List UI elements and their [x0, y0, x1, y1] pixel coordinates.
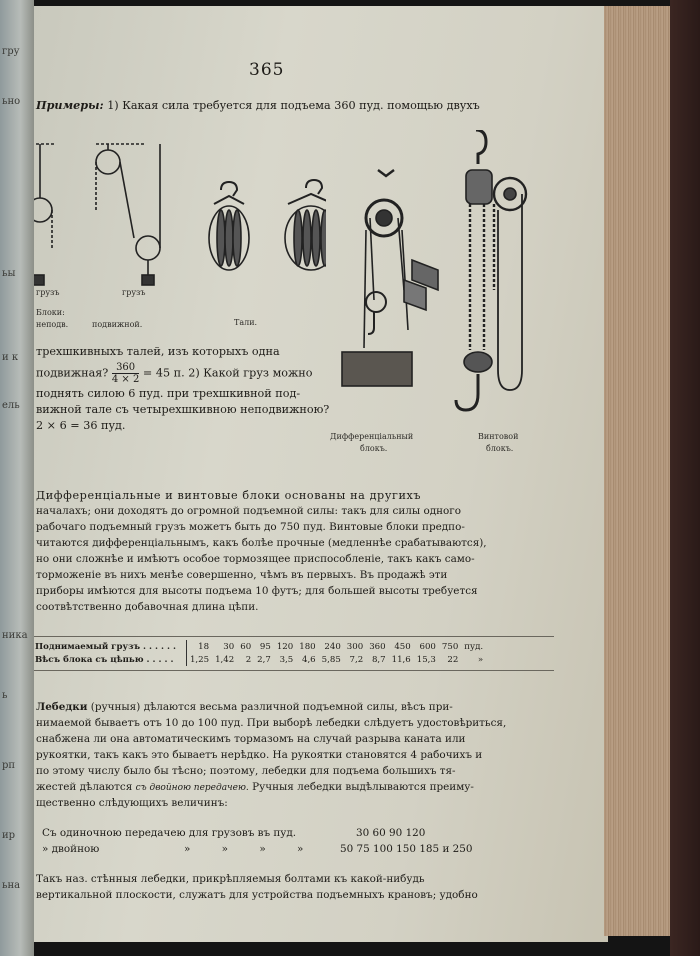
fraction — [112, 362, 139, 385]
table-cell: 95 — [259, 641, 271, 652]
examples-line-1 — [36, 98, 480, 113]
table-cell: 30 — [223, 641, 235, 652]
caption-vint-1: Винтовой — [478, 432, 519, 441]
paragraph-3-line-2: вертикальной плоскости, служатъ для устройства подъемныхъ крановъ; удобно — [36, 889, 478, 901]
paragraph-3-line-1: Такъ наз. стѣнныя лебедки, прикрѣпляемыя болтами къ какой-нибудь — [36, 873, 425, 885]
caption-diff-2: блокъ. — [360, 444, 388, 453]
lebedki-term: Лебедки — [36, 701, 88, 713]
differential-screw-figures — [334, 130, 534, 430]
examples-text: 1) Какая сила требуется для подъема 360 пуд. помощью двухъ — [107, 99, 480, 112]
paragraph-1-line-7: приборы имѣются для высоты подъема 10 футъ; для большей высоты требуется — [36, 585, 478, 597]
table-cell: 3,5 — [279, 654, 294, 665]
table-unit: пуд. — [464, 641, 484, 652]
table-cell: 1,42 — [215, 654, 235, 665]
table-cell: 750 — [441, 641, 459, 652]
caption-diff-1: Дифференціальный — [330, 432, 414, 441]
table-cell: 22 — [447, 654, 459, 665]
table-cell: 15,3 — [416, 654, 436, 665]
paragraph-2-line-2: нимаемой бываетъ отъ 10 до 100 пуд. При выборѣ лебедки слѣдуетъ удостовѣриться, — [36, 717, 507, 729]
page-block-edge — [604, 6, 674, 936]
table-cell: 4,6 — [301, 654, 316, 665]
left-fragment: ир — [2, 830, 16, 841]
page-number: 365 — [249, 60, 285, 80]
examples-line-5: вижной тале съ четырехшкивною неподвижною? — [36, 403, 330, 416]
double-gear-phrase: съ двойною передачею. — [135, 783, 249, 793]
capacity-single-values: 30 60 90 120 — [356, 827, 426, 839]
table-cell: 180 — [299, 641, 316, 652]
caption-tali: Тали. — [234, 318, 258, 327]
paragraph-1-line-8: соотвѣтственно добавочная длина цѣпи. — [36, 601, 259, 613]
book-cover — [670, 0, 700, 956]
examples-answer: = 45 п. 2) Какой груз можно — [142, 366, 313, 380]
table-cell: 5,85 — [321, 654, 341, 665]
caption-vint-2: блокъ. — [486, 444, 514, 453]
left-page-edge — [0, 0, 34, 956]
paragraph-2-line-3: снабжена ли она автоматическимъ тормазомъ на случай разрыва каната или — [36, 733, 466, 745]
paragraph-2-line-5: по этому числу было бы тѣсно; поэтому, лебедки для подъема большихъ тя- — [36, 765, 456, 777]
blocks-illustration — [334, 130, 534, 430]
left-fragment: и к — [2, 352, 19, 363]
left-fragment: рп — [2, 760, 16, 771]
table-cell: 600 — [419, 641, 436, 652]
left-fragment: ьно — [2, 96, 21, 107]
table-cell: 300 — [346, 641, 364, 652]
paragraph-1-line-2: началахъ; они доходятъ до огромной подъемной силы: такъ для силы одного — [36, 505, 462, 517]
row-label: Вѣсъ блока съ цѣпью . . . . . — [35, 654, 174, 665]
table-cell: 60 — [240, 641, 252, 652]
left-fragment: ель — [2, 400, 20, 411]
caption-bloki: Блоки: — [36, 308, 65, 317]
paragraph-2-line-4: рукоятки, такъ какъ это бываетъ нерѣдко. На рукоятки становятся 4 рабочихъ и — [36, 749, 483, 761]
paragraph-1-line-4: читаются дифференціальнымъ, какъ болѣе прочные (медленнѣе срабатываются), — [36, 537, 487, 549]
fraction-numerator: 360 — [112, 362, 139, 374]
caption-podvizhnoy: подвижной. — [92, 320, 143, 329]
pulleys-illustration — [34, 130, 326, 330]
left-fragment: ьна — [2, 880, 21, 891]
book-page — [34, 6, 608, 942]
left-fragment: ника — [2, 630, 28, 641]
examples-question: подвижная? — [36, 366, 109, 380]
left-fragment: гру — [2, 46, 20, 57]
examples-line-4: поднять силою 6 пуд. при трехшкивной под- — [36, 387, 301, 400]
paragraph-2-line-6-start: жестей дѣлаются — [36, 781, 133, 793]
examples-line-2: трехшкивныхъ талей, изъ которыхъ одна — [36, 345, 280, 358]
weights-table — [34, 640, 486, 666]
paragraph-2-first-rest: (ручныя) дѣлаются весьма различной подъемной силы, вѣсъ при- — [90, 701, 453, 713]
table-cell: 2 — [245, 654, 252, 665]
examples-line-6: 2 × 6 = 36 пуд. — [36, 419, 126, 432]
caption-gruz-1: грузъ — [36, 288, 60, 297]
paragraph-2-line-7: щественно слѣдующихъ величинъ: — [36, 797, 228, 809]
table-top-rule — [34, 636, 554, 637]
row-label: Поднимаемый грузъ . . . . . . — [35, 641, 176, 652]
table-row — [34, 640, 486, 653]
table-cell: 1,25 — [189, 654, 210, 665]
table-cell: 360 — [369, 641, 386, 652]
capacity-double-label: » двойною — [42, 843, 100, 855]
pulley-figures — [34, 130, 326, 330]
table-cell: 8,7 — [371, 654, 386, 665]
table-cell: 450 — [394, 641, 411, 652]
table-cell: 2,7 — [257, 654, 271, 665]
left-fragment: ь — [2, 690, 8, 701]
caption-gruz-2: грузъ — [122, 288, 146, 297]
paragraph-1-line-1: Дифференціальные и винтовые блоки основаны на другихъ — [36, 489, 422, 502]
table-cell: 18 — [198, 641, 210, 652]
paragraph-1-line-6: торможеніе въ нихъ менѣе совершенно, чѣмъ въ первыхъ. Въ продажѣ эти — [36, 569, 448, 581]
capacity-single-label: Съ одиночною передачею для грузовъ въ пуд. — [42, 827, 297, 839]
table-unit: » — [477, 654, 484, 665]
table-bottom-rule — [34, 670, 554, 671]
paragraph-1-line-5: но они сложнѣе и имѣютъ особое тормозящее приспособленіе, такъ какъ само- — [36, 553, 475, 565]
examples-heading: Примеры: — [36, 98, 104, 112]
table-cell: 11,6 — [391, 654, 411, 665]
fraction-denominator: 4 × 2 — [111, 374, 140, 385]
left-fragment: ьы — [2, 268, 16, 279]
table-row — [34, 653, 486, 666]
examples-line-3 — [36, 362, 313, 385]
paragraph-1-line-3: рабочаго подъемный грузъ можетъ быть до 750 пуд. Винтовые блоки предпо- — [36, 521, 465, 533]
table-cell: 240 — [324, 641, 341, 652]
caption-nepodvizh: неподв. — [36, 320, 69, 329]
capacity-double-dots: » » » » — [184, 843, 318, 855]
capacity-double-values: 50 75 100 150 185 и 250 — [340, 843, 473, 855]
paragraph-2-line-6-end: Ручныя лебедки выдѣлываются преиму- — [252, 781, 474, 793]
table-cell: 7,2 — [349, 654, 364, 665]
paragraph-2-line-6 — [36, 780, 474, 796]
table-cell: 120 — [276, 641, 294, 652]
paragraph-2-line-1 — [36, 700, 453, 715]
